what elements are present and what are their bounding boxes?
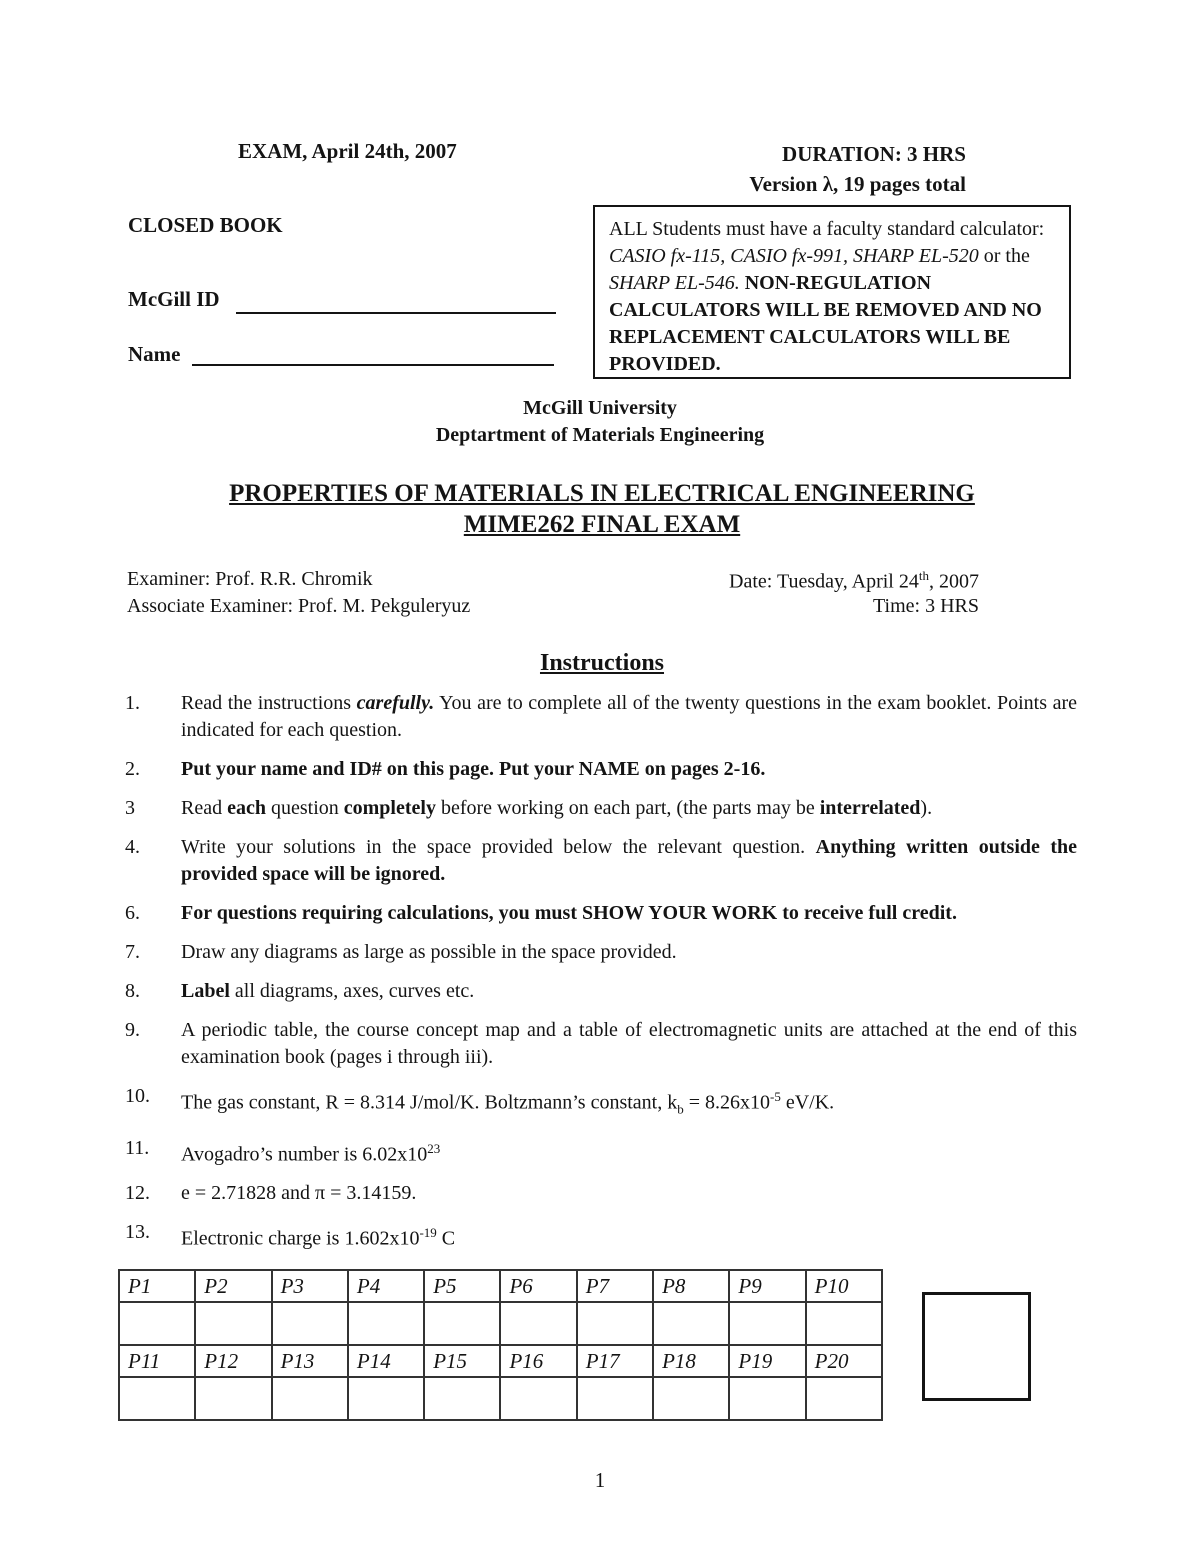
instruction-emphasis: Label	[181, 980, 230, 1002]
score-cell[interactable]	[195, 1377, 271, 1420]
points-header-cell: P6	[500, 1270, 576, 1302]
points-header-cell: P17	[577, 1345, 653, 1377]
instruction-superscript: -5	[770, 1089, 781, 1104]
exam-title: MIME262 FINAL EXAM	[463, 511, 741, 538]
score-cell[interactable]	[729, 1377, 805, 1420]
score-cell[interactable]	[806, 1377, 882, 1420]
score-cell[interactable]	[119, 1302, 195, 1345]
score-cell[interactable]	[348, 1377, 424, 1420]
score-cell[interactable]	[195, 1302, 271, 1345]
points-header-cell: P15	[424, 1345, 500, 1377]
instruction-item	[125, 1135, 1077, 1169]
name-field[interactable]	[192, 364, 554, 366]
instruction-number: 9.	[125, 1019, 140, 1041]
instruction-text: Draw any diagrams as large as possible in the space provided.	[181, 941, 677, 963]
calc-model-2: SHARP EL-546.	[609, 272, 740, 294]
date-prefix: Date: Tuesday, April 24	[729, 570, 919, 593]
instruction-item	[125, 1017, 1077, 1071]
instruction-item	[125, 756, 1077, 783]
instructions-heading: Instructions	[539, 650, 665, 676]
instruction-number: 12.	[125, 1182, 150, 1205]
score-cell[interactable]	[424, 1377, 500, 1420]
instruction-text: Avogadro’s number is 6.02x10	[181, 1143, 428, 1166]
score-cell[interactable]	[272, 1302, 348, 1345]
instruction-item	[125, 795, 1077, 822]
points-header-cell: P11	[119, 1345, 195, 1377]
total-score-box[interactable]	[922, 1292, 1031, 1401]
points-header-cell: P10	[806, 1270, 882, 1302]
points-header-cell: P9	[729, 1270, 805, 1302]
instruction-text: Read	[181, 797, 228, 819]
name-label: Name	[128, 342, 181, 366]
instructions-list	[125, 690, 1077, 1253]
instruction-superscript: -19	[419, 1225, 437, 1241]
instruction-text: e = 2.71828 and π = 3.14159.	[181, 1182, 417, 1205]
instruction-number: 3	[125, 797, 135, 819]
instruction-text: Electronic charge is 1.602x10	[181, 1227, 420, 1250]
instruction-number: 7.	[125, 941, 140, 963]
score-cell[interactable]	[729, 1302, 805, 1345]
instruction-item	[125, 834, 1077, 888]
points-table	[118, 1269, 883, 1421]
university-name: McGill University	[523, 397, 677, 419]
instruction-text: question	[265, 797, 344, 819]
instruction-text: You are to complete all of the twenty questions in the exam booklet. Points are indicated for each question.	[181, 692, 1077, 741]
instruction-text: = 8.26x10	[683, 1091, 771, 1114]
date-suffix: , 2007	[929, 570, 979, 593]
course-title: PROPERTIES OF MATERIALS IN ELECTRICAL ENGINEERING	[229, 480, 975, 507]
points-header-row	[119, 1270, 882, 1302]
points-score-row	[119, 1377, 882, 1420]
instruction-emphasis: each	[227, 797, 266, 819]
instruction-item	[125, 690, 1077, 744]
instruction-number: 10.	[125, 1085, 150, 1107]
instruction-item	[125, 900, 1077, 927]
score-cell[interactable]	[577, 1302, 653, 1345]
closed-book-label: CLOSED BOOK	[128, 213, 283, 237]
calc-text-2: or the	[978, 245, 1030, 267]
points-header-row	[119, 1345, 882, 1377]
score-cell[interactable]	[653, 1377, 729, 1420]
instruction-item	[125, 1083, 1077, 1123]
instruction-number: 4.	[125, 836, 140, 858]
instruction-emphasis: interrelated	[819, 797, 921, 819]
instruction-text: A periodic table, the course concept map and a table of electromagnetic units are attached at the end of this examination book (pages i through iii).	[181, 1019, 1077, 1068]
points-header-cell: P2	[195, 1270, 271, 1302]
exam-time: Time: 3 HRS	[873, 595, 979, 617]
mcgill-id-field[interactable]	[236, 312, 556, 314]
examiner: Examiner: Prof. R.R. Chromik	[127, 568, 373, 590]
exam-date	[640, 568, 979, 594]
instruction-emphasis: carefully.	[356, 692, 435, 714]
calc-warning: NON-REGULATION CALCULATORS WILL BE REMOVED AND NO REPLACEMENT CALCULATORS WILL BE PROVIDED.	[609, 272, 1042, 375]
instruction-text: C	[436, 1227, 456, 1250]
instruction-emphasis: Anything written outside the provided space will be ignored.	[181, 836, 1078, 885]
points-header-cell: P16	[500, 1345, 576, 1377]
instruction-text: Read the instructions	[181, 692, 357, 714]
instruction-number: 8.	[125, 980, 140, 1002]
score-cell[interactable]	[577, 1377, 653, 1420]
instruction-number: 11.	[125, 1136, 150, 1159]
instruction-emphasis: completely	[343, 797, 436, 819]
instruction-number: 6.	[125, 902, 140, 924]
score-cell[interactable]	[348, 1302, 424, 1345]
instruction-text: Write your solutions in the space provided below the relevant question.	[181, 836, 816, 858]
associate-examiner: Associate Examiner: Prof. M. Pekguleryuz	[127, 595, 471, 617]
calculator-notice	[593, 205, 1071, 379]
calc-models-1: CASIO fx-115, CASIO fx-991, SHARP EL-520	[609, 245, 979, 267]
score-cell[interactable]	[806, 1302, 882, 1345]
instruction-number: 2.	[125, 758, 140, 780]
points-header-cell: P14	[348, 1345, 424, 1377]
instruction-number: 1.	[125, 692, 140, 714]
instruction-text: before working on each part, (the parts may be	[435, 797, 820, 819]
score-cell[interactable]	[500, 1377, 576, 1420]
duration-text: DURATION: 3 HRS	[782, 142, 966, 166]
department-name: Deptartment of Materials Engineering	[435, 424, 765, 446]
instruction-text: all diagrams, axes, curves etc.	[229, 980, 475, 1002]
score-cell[interactable]	[500, 1302, 576, 1345]
points-header-cell: P19	[729, 1345, 805, 1377]
score-cell[interactable]	[119, 1377, 195, 1420]
instruction-superscript: 23	[427, 1140, 441, 1156]
exam-date-header: EXAM, April 24th, 2007	[238, 139, 457, 163]
points-header-cell: P5	[424, 1270, 500, 1302]
instruction-subscript: b	[677, 1101, 684, 1117]
instruction-item	[125, 939, 1077, 966]
instruction-text: ).	[920, 797, 933, 819]
calc-text-1: ALL Students must have a faculty standard calculator:	[609, 218, 1045, 240]
instruction-text: For questions requiring calculations, you must SHOW YOUR WORK to receive full credit.	[181, 902, 957, 924]
score-cell[interactable]	[424, 1302, 500, 1345]
version-text: Version λ, 19 pages total	[749, 172, 966, 196]
points-header-cell: P4	[348, 1270, 424, 1302]
score-cell[interactable]	[272, 1377, 348, 1420]
duration-block	[700, 139, 966, 199]
instruction-text: eV/K.	[780, 1091, 835, 1114]
mcgill-id-label: McGill ID	[128, 287, 220, 311]
instruction-text: Put your name and ID# on this page. Put your NAME on pages 2-16.	[181, 758, 766, 780]
points-header-cell: P3	[272, 1270, 348, 1302]
page-number: 1	[594, 1468, 606, 1492]
points-header-cell: P18	[653, 1345, 729, 1377]
instruction-number: 13.	[125, 1221, 150, 1244]
instruction-item	[125, 1180, 1077, 1207]
points-header-cell: P13	[272, 1345, 348, 1377]
instruction-item	[125, 978, 1077, 1005]
date-sup: th	[918, 568, 929, 583]
points-header-cell: P1	[119, 1270, 195, 1302]
points-header-cell: P12	[195, 1345, 271, 1377]
points-header-cell: P7	[577, 1270, 653, 1302]
score-cell[interactable]	[653, 1302, 729, 1345]
points-score-row	[119, 1302, 882, 1345]
instruction-item	[125, 1219, 1077, 1253]
instruction-text: The gas constant, R = 8.314 J/mol/K. Boltzmann’s constant, k	[181, 1091, 678, 1114]
points-header-cell: P20	[806, 1345, 882, 1377]
points-header-cell: P8	[653, 1270, 729, 1302]
